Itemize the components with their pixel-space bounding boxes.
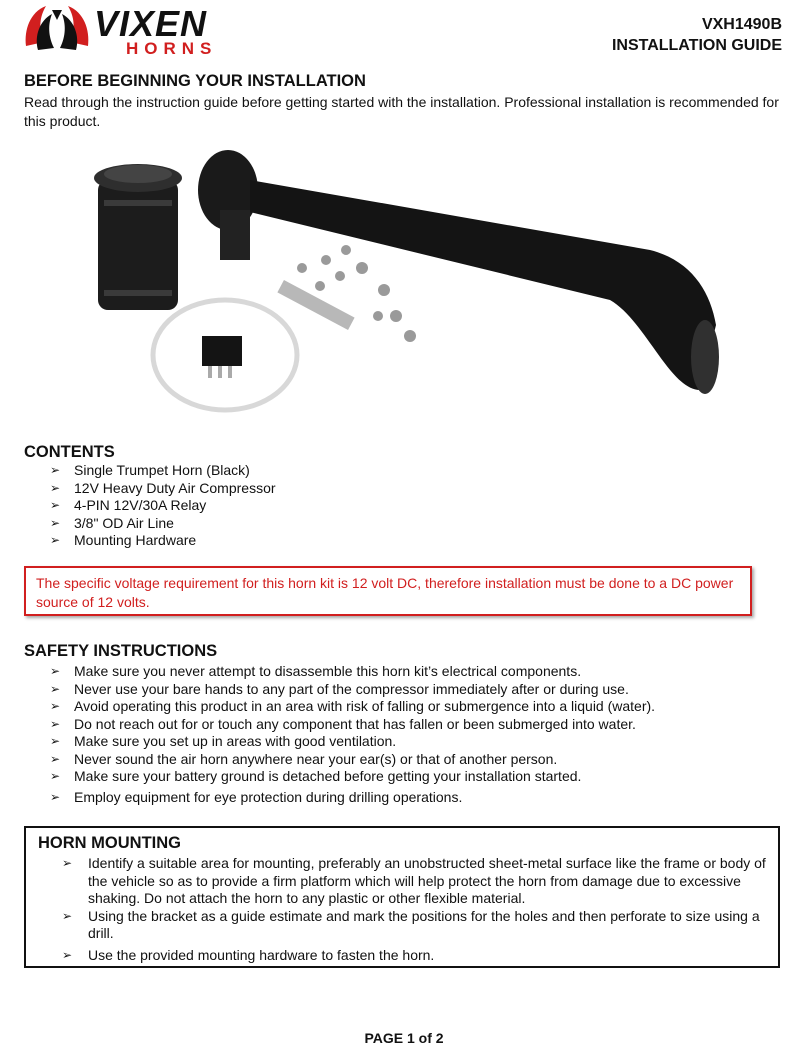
- list-item: ➢ 4-PIN 12V/30A Relay: [50, 497, 207, 513]
- arrow-bullet-icon: ➢: [50, 533, 61, 547]
- before-text: Read through the instruction guide before getting started with the installation. Professional installation is recommended for this product.: [24, 94, 779, 129]
- safety-heading: SAFETY INSTRUCTIONS: [24, 642, 218, 660]
- list-item: ➢ Identify a suitable area for mounting, preferably an unobstructed sheet-metal surface like the frame or body of the vehicle so as to provide a firm platform which will help protect the horn from damage due to excessive shaking. Do not attach the horn to any plastic or other flexible material.: [62, 855, 766, 906]
- page-footer: PAGE 1 of 2: [364, 1030, 444, 1046]
- doc-title: INSTALLATION GUIDE: [611, 37, 782, 54]
- mounting-heading: HORN MOUNTING: [38, 834, 181, 852]
- arrow-bullet-icon: ➢: [50, 480, 61, 495]
- list-item: ➢ 3/8" OD Air Line: [50, 514, 174, 531]
- arrow-bullet-icon: ➢: [62, 908, 73, 923]
- contents-heading: CONTENTS: [24, 443, 115, 461]
- relay-image: [202, 336, 242, 378]
- arrow-bullet-icon: ➢: [50, 769, 61, 783]
- list-item: ➢ Avoid operating this product in an area with risk of falling or submergence into a liquid (water).: [50, 698, 656, 714]
- voltage-warning-text: The specific voltage requirement for this horn kit is 12 volt DC, therefore installation must be done to a DC power source of 12 volts.: [36, 575, 734, 610]
- product-photo: [90, 140, 730, 430]
- arrow-bullet-icon: ➢: [50, 463, 61, 477]
- vixen-horns-logo: [22, 2, 242, 58]
- arrow-bullet-icon: ➢: [50, 789, 61, 804]
- mounting-hardware-image: [277, 245, 416, 342]
- header-right: [612, 14, 782, 56]
- list-item: ➢ Do not reach out for or touch any component that has fallen or been submerged into water.: [50, 715, 636, 732]
- list-item: ➢ Use the provided mounting hardware to fasten the horn.: [62, 946, 435, 963]
- model-number: VXH1490B: [701, 16, 782, 33]
- logo-brand-top: VIXEN: [94, 3, 208, 44]
- arrow-bullet-icon: ➢: [50, 734, 61, 748]
- arrow-bullet-icon: ➢: [50, 498, 61, 512]
- horn-emblem-icon: [26, 6, 89, 50]
- compressor-image: [94, 164, 182, 310]
- arrow-bullet-icon: ➢: [50, 681, 61, 696]
- arrow-bullet-icon: ➢: [50, 664, 61, 678]
- arrow-bullet-icon: ➢: [62, 947, 73, 962]
- contents-list: [24, 462, 764, 550]
- arrow-bullet-icon: ➢: [50, 515, 61, 530]
- arrow-bullet-icon: ➢: [62, 856, 73, 870]
- before-heading: BEFORE BEGINNING YOUR INSTALLATION: [24, 72, 366, 90]
- arrow-bullet-icon: ➢: [50, 751, 61, 766]
- list-item: ➢ Make sure you never attempt to disassemble this horn kit’s electrical components.: [50, 663, 582, 679]
- list-item: ➢ Mounting Hardware: [50, 532, 197, 548]
- list-item: ➢ Never sound the air horn anywhere near your ear(s) or that of another person.: [50, 750, 558, 767]
- list-item: ➢ Single Trumpet Horn (Black): [50, 462, 250, 478]
- trumpet-horn-image: [198, 150, 719, 394]
- list-item: ➢ Never use your bare hands to any part of the compressor immediately after or during use.: [50, 680, 629, 697]
- list-item: ➢ Make sure your battery ground is detached before getting your installation started.: [50, 768, 582, 784]
- list-item: ➢ Using the bracket as a guide estimate and mark the positions for the holes and then perforate to size using a drill.: [62, 907, 760, 941]
- list-item: ➢ 12V Heavy Duty Air Compressor: [50, 479, 276, 496]
- list-item: ➢ Employ equipment for eye protection during drilling operations.: [50, 788, 463, 805]
- arrow-bullet-icon: ➢: [50, 716, 61, 731]
- list-item: ➢ Make sure you set up in areas with good ventilation.: [50, 733, 397, 749]
- arrow-bullet-icon: ➢: [50, 699, 61, 713]
- safety-list: [24, 663, 784, 806]
- mounting-list: [24, 855, 774, 964]
- logo-brand-bottom: HORNS: [126, 39, 218, 58]
